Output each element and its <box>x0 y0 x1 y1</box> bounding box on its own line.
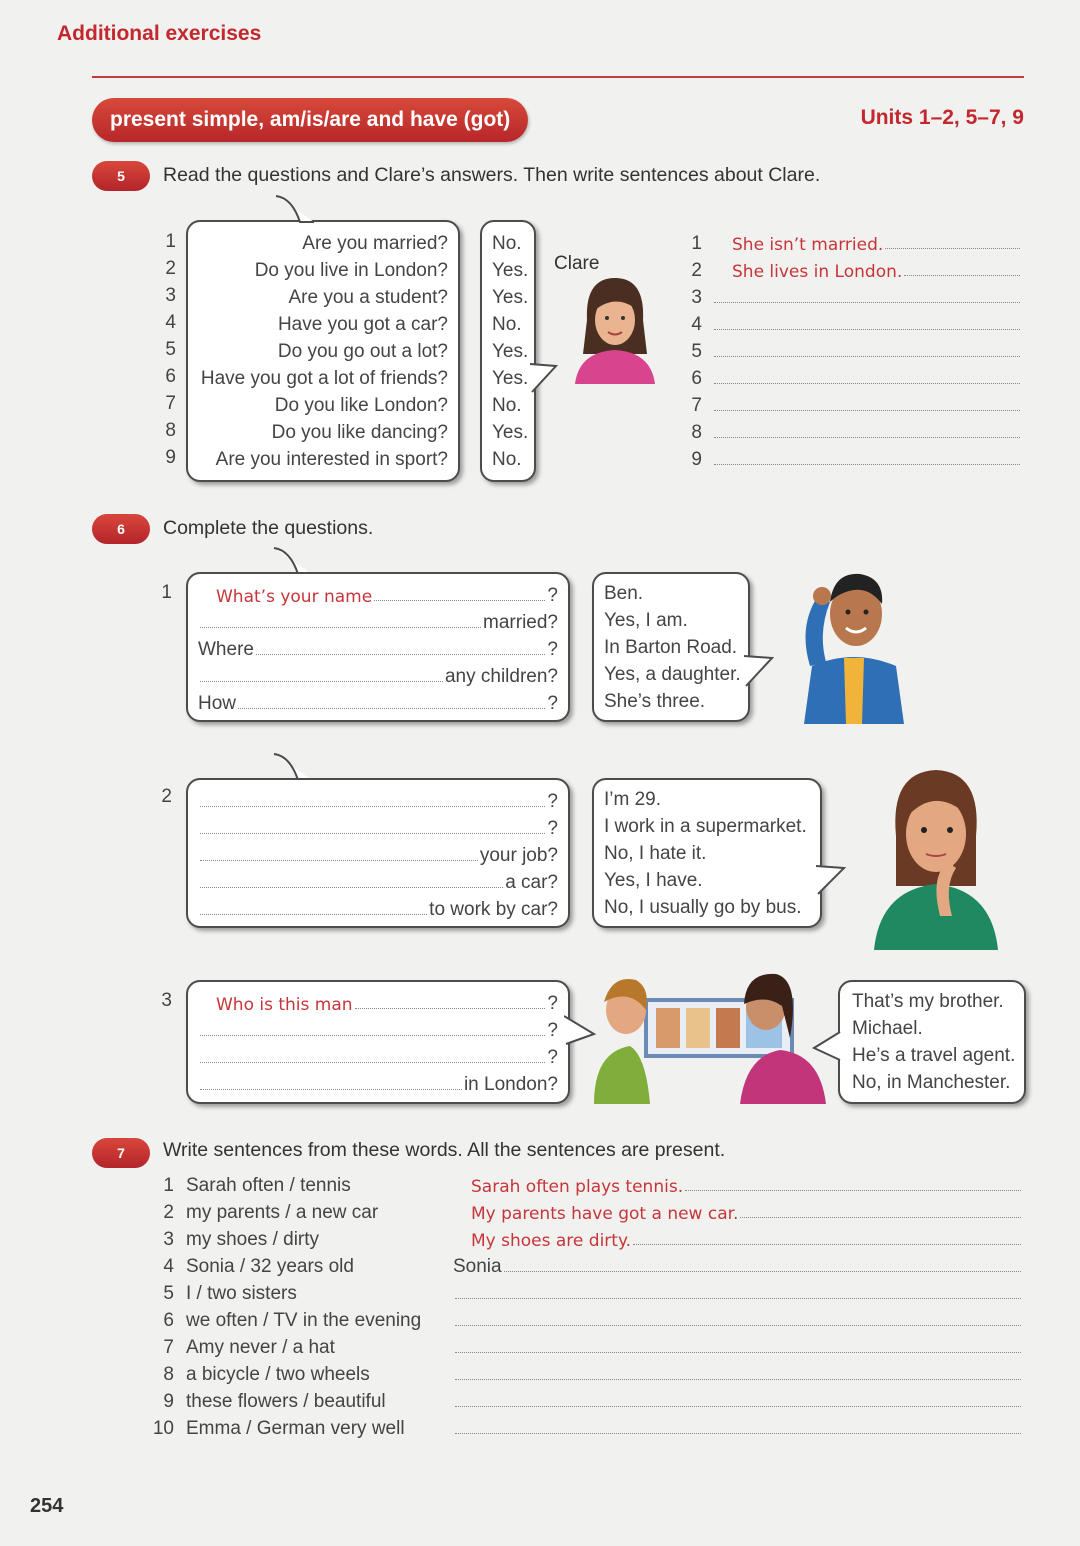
ex6-q-bubble-3 <box>186 980 570 1104</box>
ex6-q-bubble-1 <box>186 572 570 722</box>
ex5-written-answer: She lives in London. <box>732 262 903 282</box>
ex7-written-answer: Sarah often plays tennis. <box>471 1177 684 1197</box>
ex5-answer: Yes. <box>492 287 529 308</box>
speech-tail-icon <box>812 1030 842 1064</box>
ex7-row-prefix: Sonia <box>453 1256 502 1277</box>
ex5-answer: No. <box>492 395 522 416</box>
woman-illustration-icon <box>870 766 1000 950</box>
ex6-answer: In Barton Road. <box>604 637 738 658</box>
ex7-prompts <box>140 1170 440 1440</box>
ex5-num: 3 <box>165 285 176 306</box>
ex5-num: 5 <box>691 341 702 362</box>
ex6-answer: Yes, I am. <box>604 610 688 631</box>
ex6-question-row[interactable]: ? <box>198 1015 558 1042</box>
ex7-written-answer: My shoes are dirty. <box>471 1231 631 1251</box>
ex6-written-answer: What’s your name <box>216 587 373 607</box>
ex6-q-bubble-2 <box>186 778 570 928</box>
ex6-answer: Michael. <box>852 1018 923 1039</box>
ex7-prompt: 3 my shoes / dirty <box>163 1229 320 1250</box>
ex7-prompt: 4 Sonia / 32 years old <box>163 1256 354 1277</box>
ex5-num: 3 <box>691 287 702 308</box>
ex6-answer: That’s my brother. <box>852 991 1004 1012</box>
ex7-written-answer: My parents have got a new car. <box>471 1204 739 1224</box>
ex5-question: Are you interested in sport? <box>215 449 448 470</box>
ex5-answer: Yes. <box>492 341 529 362</box>
ex5-question: Do you go out a lot? <box>277 341 448 362</box>
ex5-write-row[interactable] <box>680 390 1022 417</box>
ex5-question: Have you got a lot of friends? <box>200 368 448 389</box>
ex6-answer: Yes, I have. <box>604 870 703 891</box>
exercise-7-instruction: Write sentences from these words. All the sentences are present. <box>163 1139 726 1161</box>
exercise-5-instruction: Read the questions and Clare’s answers. Then write sentences about Clare. <box>163 164 821 186</box>
header-rule <box>92 76 1024 78</box>
ex5-question-numbers <box>150 228 176 471</box>
ex5-num: 7 <box>691 395 702 416</box>
ex5-num: 8 <box>691 422 702 443</box>
ex5-num: 9 <box>691 449 702 470</box>
ex5-written-answer: She isn’t married. <box>732 235 884 255</box>
ex5-answer: Yes. <box>492 422 529 443</box>
exercise-6-badge: 6 <box>92 514 150 544</box>
ex5-write-row[interactable] <box>680 309 1022 336</box>
ex5-answer: Yes. <box>492 260 529 281</box>
speech-tail-icon <box>270 192 320 224</box>
ex7-write-row[interactable] <box>453 1359 1023 1386</box>
ex5-num: 4 <box>691 314 702 335</box>
ex7-write-row[interactable] <box>453 1224 1023 1251</box>
speech-tail-icon <box>530 362 560 396</box>
ex7-write-row[interactable] <box>453 1278 1023 1305</box>
ex5-write-row[interactable] <box>680 282 1022 309</box>
ex6-a-bubble-3 <box>838 980 1026 1104</box>
ex5-question-bubble <box>186 220 460 482</box>
ex5-answer: Yes. <box>492 368 529 389</box>
ex6-question-row[interactable]: ? <box>198 1042 558 1069</box>
ex6-item-number: 1 <box>161 582 172 603</box>
ex7-prompt: 10 Emma / German very well <box>152 1418 405 1439</box>
speech-tail-icon <box>744 652 774 692</box>
ex6-answer: Ben. <box>604 583 644 604</box>
ex5-num: 1 <box>691 233 702 254</box>
ex7-write-row[interactable] <box>453 1197 1023 1224</box>
page-number: 254 <box>30 1495 64 1517</box>
ex7-prompt: 5 I / two sisters <box>163 1283 297 1304</box>
ex5-question: Do you live in London? <box>254 260 448 281</box>
ex5-num: 4 <box>165 312 176 333</box>
ex6-question-row[interactable]: How ? <box>198 693 558 714</box>
ex5-num: 8 <box>165 420 176 441</box>
photo-viewing-illustration-icon <box>590 966 830 1104</box>
ex6-answer: He’s a travel agent. <box>852 1045 1016 1066</box>
ex6-answer: I work in a supermarket. <box>604 816 807 837</box>
ex5-write-row[interactable] <box>680 228 1022 255</box>
ex6-question-row[interactable]: married? <box>198 607 558 634</box>
ex5-write-row[interactable] <box>680 417 1022 444</box>
ex5-num: 2 <box>165 258 176 279</box>
ex5-write-row[interactable] <box>680 444 1022 471</box>
ex6-answer: I’m 29. <box>604 789 662 810</box>
ex7-write-row[interactable] <box>453 1332 1023 1359</box>
ex7-prompt: 6 we often / TV in the evening <box>163 1310 422 1331</box>
character-name: Clare <box>554 253 600 274</box>
ex7-prompt: 9 these flowers / beautiful <box>163 1391 386 1412</box>
ex6-answer: No, in Manchester. <box>852 1072 1011 1093</box>
ex6-a-bubble-2 <box>592 778 822 928</box>
ex7-write-row[interactable] <box>453 1251 1023 1278</box>
ex6-question-row[interactable]: Who is this man ? <box>216 993 558 1015</box>
ex7-prompt: 2 my parents / a new car <box>163 1202 379 1223</box>
ex6-item-number: 3 <box>161 990 172 1011</box>
units-reference: Units 1–2, 5–7, 9 <box>860 106 1024 129</box>
ex6-question-row[interactable]: a car? <box>198 867 558 894</box>
ben-illustration-icon <box>790 566 920 724</box>
ex6-answer: Yes, a daughter. <box>604 664 741 685</box>
ex7-write-row[interactable] <box>453 1305 1023 1332</box>
ex5-num: 7 <box>165 393 176 414</box>
ex7-write-row[interactable] <box>453 1413 1023 1440</box>
ex6-question-row[interactable]: What’s your name ? <box>216 585 558 607</box>
ex7-answer-lines <box>453 1170 1023 1440</box>
ex6-question-row[interactable]: in London? <box>198 1069 558 1096</box>
ex5-question: Do you like London? <box>274 395 448 416</box>
ex5-answer-bubble <box>480 220 536 482</box>
ex5-write-row[interactable] <box>680 255 1022 282</box>
ex5-write-row[interactable] <box>680 336 1022 363</box>
ex5-num: 2 <box>691 260 702 281</box>
speech-tail-icon <box>816 862 846 898</box>
ex6-question-row[interactable]: Where ? <box>198 639 558 660</box>
ex6-question-row[interactable]: ? <box>198 786 558 813</box>
ex6-question-row[interactable]: to work by car? <box>198 894 558 921</box>
clare-illustration-icon <box>565 272 665 384</box>
exercise-6-instruction: Complete the questions. <box>163 517 374 539</box>
ex5-num: 6 <box>165 366 176 387</box>
ex6-question-row[interactable]: your job? <box>198 840 558 867</box>
ex5-answer: No. <box>492 314 522 335</box>
ex5-write-row[interactable] <box>680 363 1022 390</box>
ex7-prompt: 7 Amy never / a hat <box>163 1337 335 1358</box>
ex5-question: Are you a student? <box>288 287 448 308</box>
ex7-prompt: 1 Sarah often / tennis <box>163 1175 351 1196</box>
ex5-num: 1 <box>165 231 176 252</box>
exercise-5-badge: 5 <box>92 161 150 191</box>
ex6-answer: No, I usually go by bus. <box>604 897 802 918</box>
ex5-num: 5 <box>165 339 176 360</box>
ex6-written-answer: Who is this man <box>216 995 353 1015</box>
ex5-question: Have you got a car? <box>277 314 448 335</box>
ex7-prompt: 8 a bicycle / two wheels <box>163 1364 370 1385</box>
ex6-item-number: 2 <box>161 786 172 807</box>
ex5-question: Are you married? <box>302 233 448 254</box>
topic-pill: present simple, am/is/are and have (got) <box>92 98 528 142</box>
ex5-answer-lines <box>680 228 1022 471</box>
ex5-question: Do you like dancing? <box>271 422 448 443</box>
ex5-num: 6 <box>691 368 702 389</box>
ex5-answer: No. <box>492 233 522 254</box>
section-title: Additional exercises <box>57 22 262 45</box>
exercise-7-badge: 7 <box>92 1138 150 1168</box>
ex6-question-row[interactable]: ? <box>198 813 558 840</box>
ex6-question-row[interactable]: any children? <box>198 661 558 688</box>
ex5-answer: No. <box>492 449 522 470</box>
ex6-answer: No, I hate it. <box>604 843 707 864</box>
ex5-num: 9 <box>165 447 176 468</box>
ex7-write-row[interactable] <box>453 1386 1023 1413</box>
ex6-a-bubble-1 <box>592 572 750 722</box>
ex6-answer: She’s three. <box>604 691 706 712</box>
ex7-write-row[interactable] <box>453 1170 1023 1197</box>
